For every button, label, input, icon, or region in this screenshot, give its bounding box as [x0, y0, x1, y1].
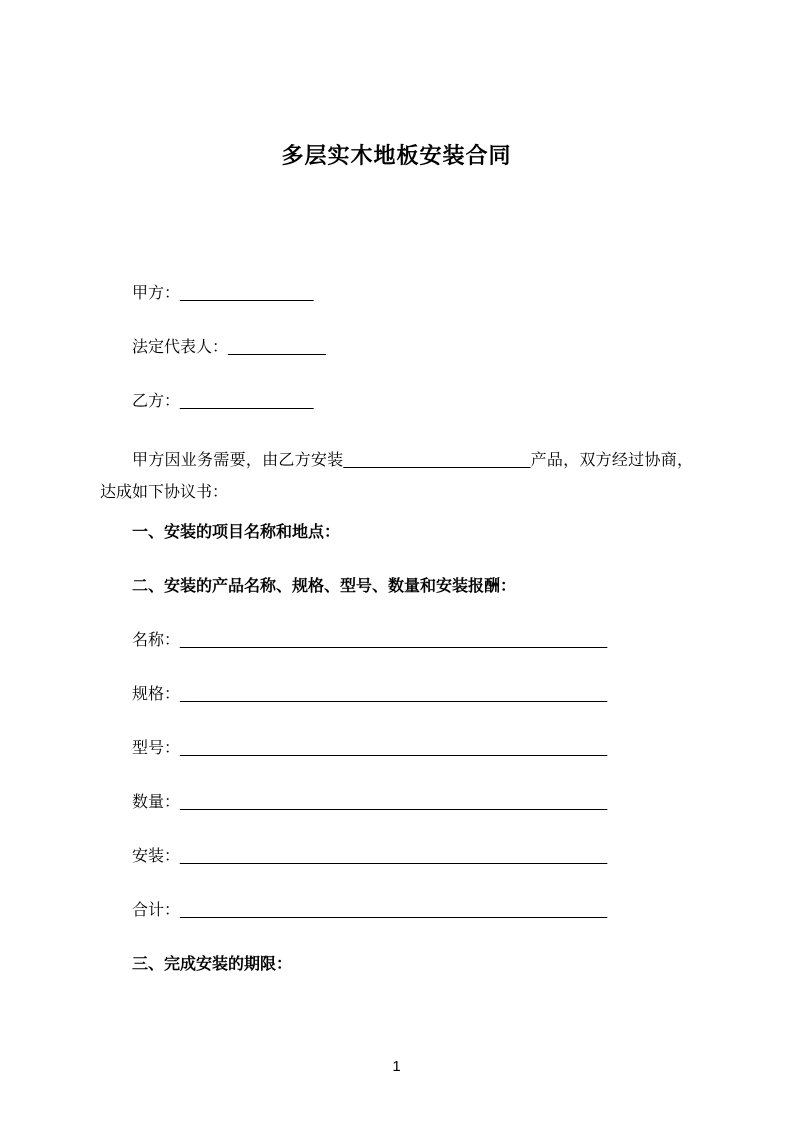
field-total [100, 900, 693, 921]
section-3-heading: 三、完成安装的期限： [132, 955, 293, 973]
field-model-label: 型号： [132, 739, 181, 757]
product-detail-fields [100, 630, 693, 921]
field-name [100, 630, 693, 651]
field-legal-representative-label: 法定代表人： [132, 338, 229, 356]
field-installation-blank-line: ________________________________________________ [180, 847, 608, 865]
document-title: 多层实木地板安装合同 [281, 143, 512, 168]
field-quantity [100, 792, 693, 813]
section-2-heading: 二、安装的产品名称、规格、型号、数量和安装报酬： [132, 577, 517, 595]
field-spec-blank-line: ________________________________________________ [180, 685, 608, 703]
intro-text-after: 产品，双方经过协商，达成如下协议书： [100, 451, 693, 501]
section-1-heading: 一、安装的项目名称和地点： [132, 523, 341, 541]
field-spec-label: 规格： [132, 685, 181, 703]
field-installation-label: 安装： [132, 847, 181, 865]
field-spec [100, 684, 693, 705]
field-installation [100, 846, 693, 867]
intro-paragraph [100, 445, 693, 509]
field-name-blank-line: ________________________________________________ [180, 631, 608, 649]
field-party-a [100, 283, 693, 304]
field-total-label: 合计： [132, 901, 181, 919]
field-party-a-label: 甲方： [132, 284, 181, 302]
field-model [100, 738, 693, 759]
field-party-b [100, 391, 693, 412]
field-name-label: 名称： [132, 631, 181, 649]
field-legal-representative [100, 337, 693, 358]
intro-blank-line: _____________________ [343, 451, 531, 469]
field-legal-representative-blank-line: ___________ [228, 338, 326, 356]
field-quantity-blank-line: ________________________________________________ [180, 793, 608, 811]
field-model-blank-line: ________________________________________________ [180, 739, 608, 757]
field-party-a-blank-line: _______________ [180, 284, 314, 302]
intro-text-before: 甲方因业务需要，由乙方安装 [132, 451, 344, 469]
field-total-blank-line: ________________________________________________ [180, 901, 608, 919]
field-party-b-label: 乙方： [132, 392, 181, 410]
party-fields [100, 283, 693, 412]
field-quantity-label: 数量： [132, 793, 181, 811]
page-number: 1 [392, 1058, 401, 1075]
field-party-b-blank-line: _______________ [180, 392, 314, 410]
